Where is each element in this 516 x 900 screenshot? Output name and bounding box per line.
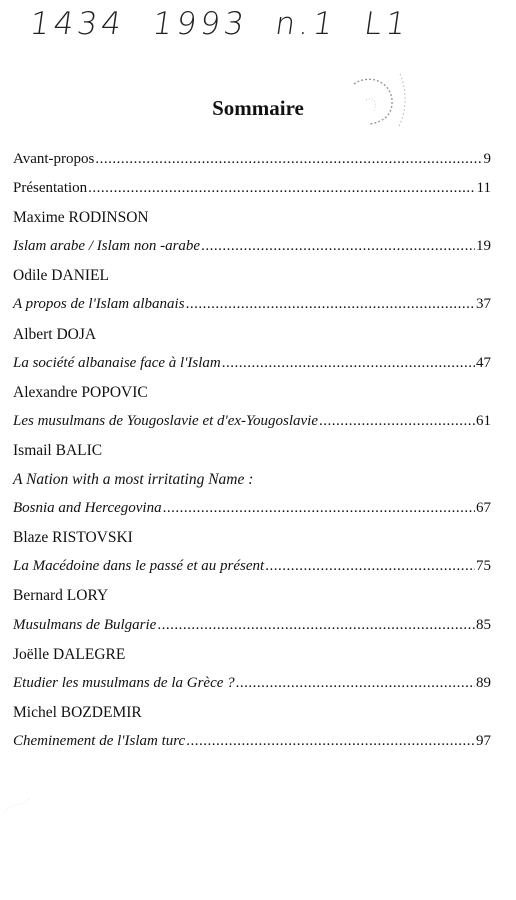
- toc-author: Bernard LORY: [13, 587, 109, 605]
- toc-author: Odile DANIEL: [13, 267, 109, 285]
- dot-leader: [157, 611, 475, 640]
- toc-entry-title: La Macédoine dans le passé et au présent: [13, 558, 265, 575]
- toc-page-number: 89: [476, 674, 491, 691]
- dot-leader: [186, 727, 475, 756]
- dot-leader: [236, 669, 475, 698]
- toc-entry-title: Bosnia and Hercegovina: [13, 500, 162, 517]
- toc-entry-title: La société albanaise face à l'Islam: [13, 354, 221, 371]
- toc-author: Ismail BALIC: [13, 441, 103, 459]
- dot-leader: [265, 552, 475, 581]
- table-of-contents: [13, 145, 491, 756]
- toc-entry-title: Etudier les musulmans de la Grèce ?: [13, 674, 235, 691]
- toc-author: Maxime RODINSON: [13, 209, 149, 227]
- dot-leader: [201, 232, 475, 261]
- toc-page-number: 37: [476, 296, 491, 313]
- toc-entry: [13, 407, 491, 436]
- toc-entry-title-line: A Nation with a most irritating Name :: [13, 471, 254, 489]
- toc-entry: [13, 174, 491, 203]
- dot-leader: [186, 290, 475, 319]
- toc-entry: [13, 232, 491, 261]
- toc-page-number: 75: [476, 558, 491, 575]
- handwritten-annotation: 1434 1993 n.1 L1: [27, 6, 413, 42]
- toc-page-number: 97: [476, 732, 491, 749]
- toc-entry: [13, 727, 491, 756]
- page-title: Sommaire: [212, 96, 304, 121]
- toc-page-number: 9: [483, 151, 491, 167]
- toc-entry: [13, 552, 491, 581]
- toc-entry-title: Islam arabe / Islam non -arabe: [13, 238, 201, 255]
- toc-entry-title: Présentation: [13, 180, 88, 197]
- toc-page-number: 85: [476, 616, 491, 633]
- faint-stamp-mark: [346, 70, 408, 130]
- toc-entry-title: A propos de l'Islam albanais: [13, 296, 185, 313]
- dot-leader: [319, 407, 475, 436]
- toc-entry-title: Avant-propos: [13, 151, 95, 167]
- toc-entry: [13, 349, 491, 378]
- toc-entry-title: Les musulmans de Yougoslavie et d'ex-Yougoslavie: [13, 412, 319, 429]
- toc-author: Joëlle DALEGRE: [13, 645, 126, 663]
- scan-smudge: [0, 782, 60, 822]
- toc-entry: [13, 290, 491, 319]
- toc-entry-title: Cheminement de l'Islam turc: [13, 732, 186, 749]
- dot-leader: [222, 349, 475, 378]
- toc-page-number: 61: [476, 412, 491, 429]
- dot-leader: [95, 145, 482, 174]
- toc-author: Alexandre POPOVIC: [13, 383, 148, 401]
- toc-entry: [13, 145, 491, 174]
- toc-page-number: 11: [476, 180, 491, 197]
- toc-entry: [13, 611, 491, 640]
- dot-leader: [88, 174, 475, 203]
- toc-entry: [13, 669, 491, 698]
- toc-author: Albert DOJA: [13, 325, 97, 343]
- toc-author: Michel BOZDEMIR: [13, 703, 142, 721]
- toc-entry-title: Musulmans de Bulgarie: [13, 616, 157, 633]
- toc-entry: [13, 494, 491, 523]
- toc-page-number: 47: [476, 354, 491, 371]
- toc-page-number: 67: [476, 500, 491, 517]
- toc-page-number: 19: [476, 238, 491, 255]
- toc-author: Blaze RISTOVSKI: [13, 529, 133, 547]
- dot-leader: [163, 494, 475, 523]
